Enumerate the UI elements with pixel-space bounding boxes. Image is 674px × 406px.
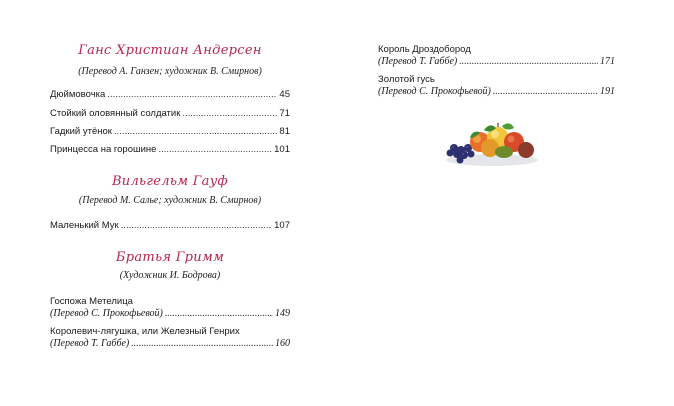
toc-entry[interactable] — [50, 308, 290, 320]
toc-entry-title[interactable]: Король Дроздобород — [378, 44, 471, 55]
toc-entry-title[interactable]: Золотой гусь — [378, 74, 435, 85]
toc-entry-translator: (Перевод С. Прокофьевой) — [50, 308, 163, 319]
author-heading-hauff: Вильгельм Гауф — [111, 174, 229, 189]
toc-entry-title: Принцесса на горошине — [50, 144, 157, 155]
toc-entry-translator: (Перевод Т. Габбе) — [378, 56, 458, 67]
author-heading-andersen: Ганс Христиан Андерсен — [78, 43, 262, 58]
credit-hauff: (Перевод М. Салье; художник В. Смирнов) — [78, 195, 262, 206]
leader-dots — [459, 56, 598, 68]
leader-dots — [131, 338, 273, 350]
toc-entry-translator: (Перевод С. Прокофьевой) — [378, 86, 491, 97]
toc-entry-page: 107 — [274, 220, 290, 231]
leader-dots — [158, 144, 272, 156]
toc-entry[interactable] — [50, 220, 290, 232]
toc-entry-page: 71 — [279, 108, 290, 119]
toc-entry-page: 81 — [279, 126, 290, 137]
leader-dots — [107, 89, 277, 101]
toc-entry-page: 45 — [279, 89, 290, 100]
toc-entry[interactable] — [50, 144, 290, 156]
leader-dots — [165, 308, 273, 320]
toc-entry[interactable] — [50, 126, 290, 138]
toc-entry[interactable] — [50, 108, 290, 120]
toc-entry[interactable] — [378, 56, 615, 68]
toc-entry-page: 101 — [274, 144, 290, 155]
toc-entry-translator: (Перевод Т. Габбе) — [50, 338, 130, 349]
toc-entry[interactable] — [50, 89, 290, 101]
fruit-basket-icon — [440, 112, 540, 168]
leader-dots — [121, 220, 272, 232]
leader-dots — [114, 126, 278, 138]
leader-dots — [493, 86, 598, 98]
toc-entry-title[interactable]: Госпожа Метелица — [50, 296, 133, 307]
toc-entry-page: 171 — [600, 56, 615, 67]
author-heading-grimm: Братья Гримм — [115, 250, 225, 265]
toc-entry[interactable] — [50, 338, 290, 350]
toc-entry-title: Гадкий утёнок — [50, 126, 112, 137]
credit-grimm: (Художник И. Бодрова) — [119, 270, 221, 281]
toc-entry-title[interactable]: Королевич-лягушка, или Железный Генрих — [50, 326, 240, 337]
toc-entry[interactable] — [378, 86, 615, 98]
toc-entry-title: Стойкий оловянный солдатик — [50, 108, 181, 119]
credit-andersen: (Перевод А. Ганзен; художник В. Смирнов) — [78, 66, 262, 77]
toc-entry-page: 191 — [600, 86, 615, 97]
toc-entry-page: 149 — [275, 308, 290, 319]
leader-dots — [182, 108, 277, 120]
toc-entry-title: Маленький Мук — [50, 220, 119, 231]
toc-entry-title: Дюймовочка — [50, 89, 106, 100]
toc-entry-page: 160 — [275, 338, 290, 349]
